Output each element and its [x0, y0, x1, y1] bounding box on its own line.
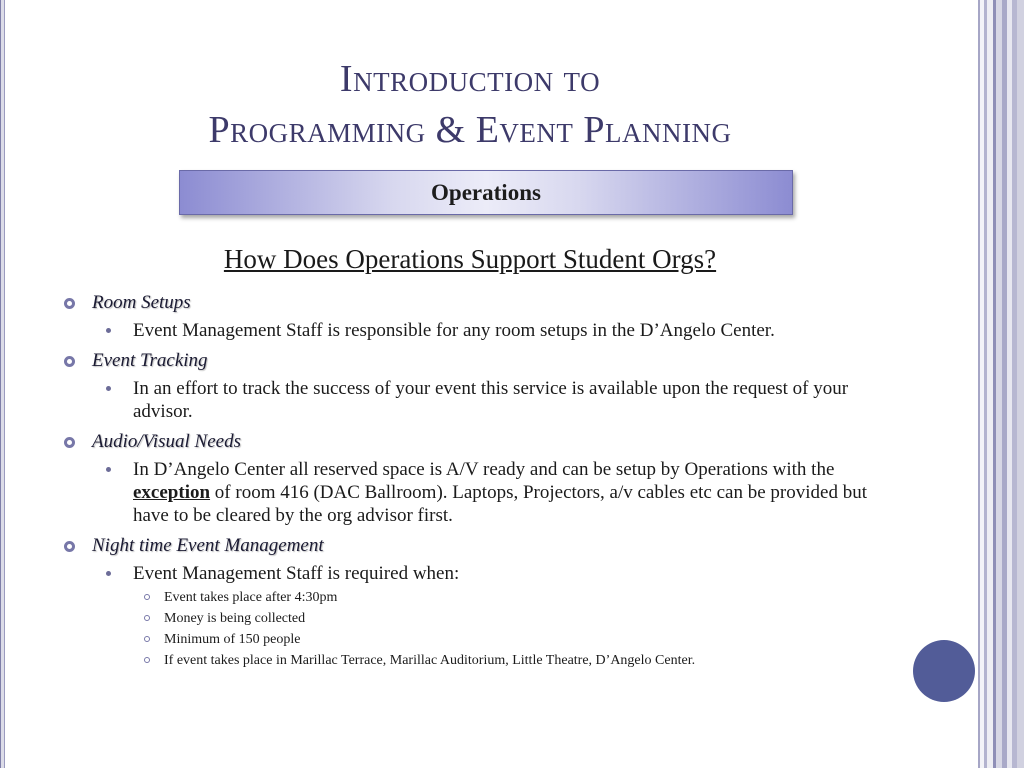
- section-audio-visual: [62, 431, 902, 527]
- item-text-emphasis: exception: [133, 482, 211, 503]
- slide-title: [60, 54, 880, 156]
- sub-item-text: If event takes place in Marillac Terrace, Marillac Auditorium, Little Theatre, D’Angelo Center.: [164, 653, 696, 668]
- section-night-time: [62, 535, 902, 671]
- small-ring-bullet-icon: [144, 657, 150, 663]
- sub-list: [62, 587, 902, 671]
- bullet-item: [62, 562, 902, 585]
- bullet-heading: [62, 431, 902, 453]
- dot-bullet-icon: [106, 467, 111, 472]
- dot-bullet-icon: [106, 328, 111, 333]
- decorative-circle: [913, 640, 975, 702]
- item-text: Event Management Staff is responsible for any room setups in the D’Angelo Center.: [133, 320, 775, 341]
- slide-content: [62, 286, 902, 679]
- sub-list-item: [62, 608, 902, 629]
- bullet-item: [62, 319, 902, 342]
- bullet-heading: [62, 292, 902, 314]
- item-text-post: of room 416 (DAC Ballroom). Laptops, Projectors, a/v cables etc can be provided but have to be cleared by the org advisor first.: [133, 482, 867, 526]
- heading-text: Night time Event Management: [92, 535, 324, 556]
- small-ring-bullet-icon: [144, 594, 150, 600]
- ring-bullet-icon: [64, 298, 75, 309]
- item-text-pre: In D’Angelo Center all reserved space is A/V ready and can be setup by Operations with the: [133, 459, 835, 480]
- heading-text: Audio/Visual Needs: [92, 431, 241, 452]
- sub-item-text: Money is being collected: [164, 611, 306, 626]
- heading-text: Event Tracking: [92, 350, 208, 371]
- title-line-1: Introduction to: [339, 58, 601, 100]
- bullet-heading: [62, 350, 902, 372]
- ring-bullet-icon: [64, 356, 75, 367]
- sub-list-item: [62, 650, 902, 671]
- title-line-2: Programming & Event Planning: [208, 109, 732, 151]
- bullet-item: [62, 458, 902, 527]
- sub-item-text: Minimum of 150 people: [164, 632, 301, 647]
- bullet-item: [62, 377, 902, 423]
- ring-bullet-icon: [64, 437, 75, 448]
- section-banner: [179, 170, 793, 215]
- sub-list-item: [62, 629, 902, 650]
- slide-left-frame: [0, 0, 7, 768]
- slide-subtitle: How Does Operations Support Student Orgs?: [223, 244, 717, 274]
- item-text: Event Management Staff is required when:: [133, 563, 460, 584]
- ring-bullet-icon: [64, 541, 75, 552]
- item-text: In an effort to track the success of your event this service is available upon the request of your advisor.: [133, 378, 849, 422]
- dot-bullet-icon: [106, 571, 111, 576]
- sub-list-item: [62, 587, 902, 608]
- dot-bullet-icon: [106, 386, 111, 391]
- bullet-heading: [62, 535, 902, 557]
- section-room-setups: [62, 292, 902, 342]
- slide-right-frame: [974, 0, 1024, 768]
- section-event-tracking: [62, 350, 902, 423]
- sub-item-text: Event takes place after 4:30pm: [164, 590, 338, 605]
- banner-label: Operations: [431, 179, 541, 205]
- small-ring-bullet-icon: [144, 615, 150, 621]
- small-ring-bullet-icon: [144, 636, 150, 642]
- heading-text: Room Setups: [92, 292, 191, 313]
